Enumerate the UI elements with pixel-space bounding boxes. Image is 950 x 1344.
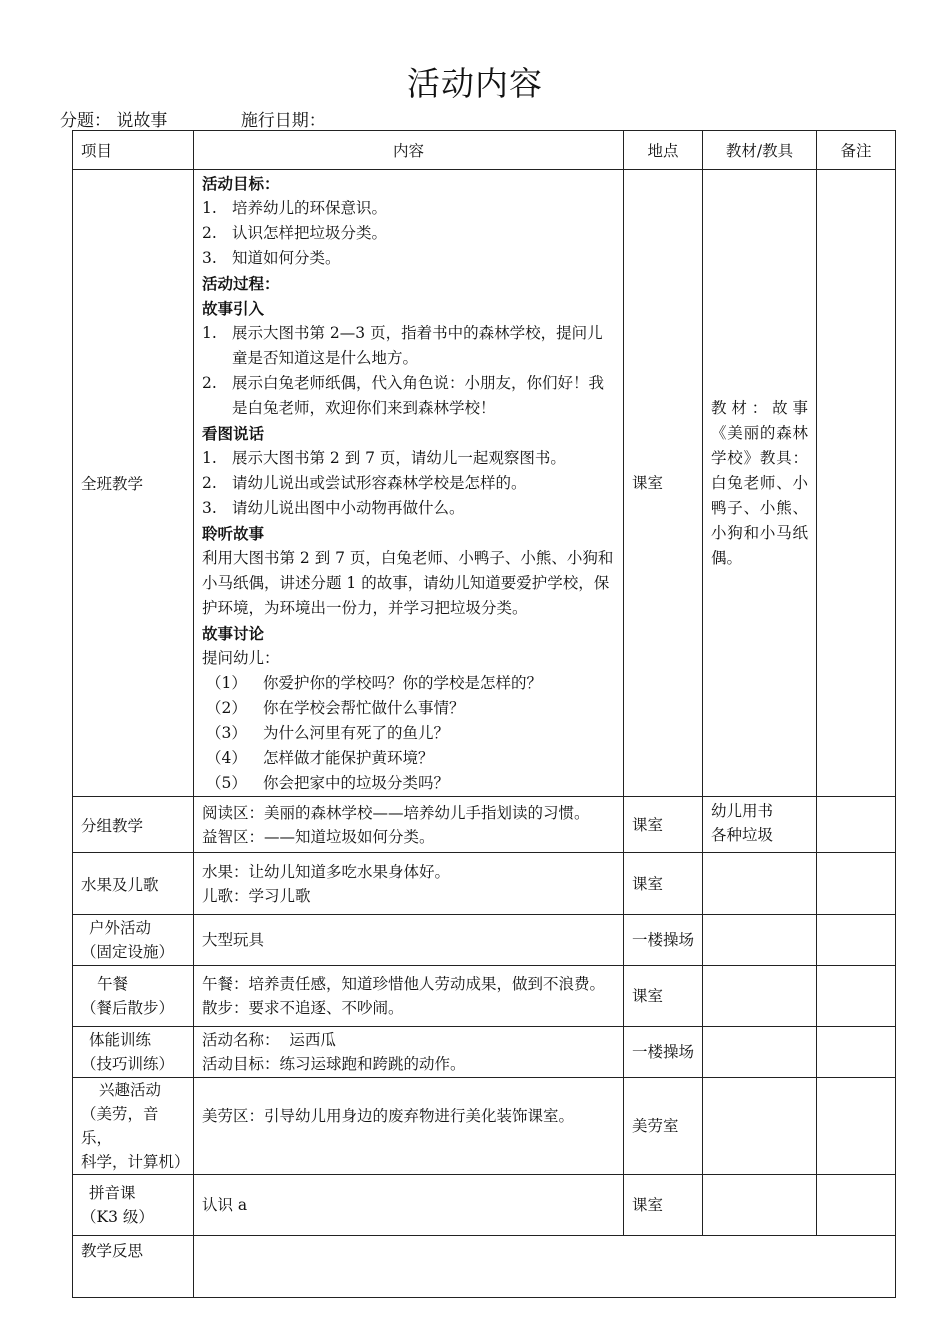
content-whole-class [194, 170, 624, 797]
subject-label: 分题： [60, 111, 111, 131]
materials-lunch [703, 966, 817, 1027]
row-interest [73, 1078, 896, 1175]
discuss-lead: 提问幼儿： [202, 649, 280, 667]
materials-fitness [703, 1027, 817, 1078]
row-outdoor [73, 915, 896, 966]
item-reflection: 教学反思 [73, 1236, 194, 1298]
notes-fruit [817, 853, 896, 915]
item-group: 分组教学 [73, 797, 194, 853]
row-whole-class [73, 170, 896, 797]
item-whole-class: 全班教学 [73, 170, 194, 797]
materials-interest [703, 1078, 817, 1175]
materials-group [703, 797, 817, 853]
content-fruit [194, 853, 624, 915]
item-fitness: 体能训练 （技巧训练） [73, 1027, 194, 1078]
content-outdoor: 大型玩具 [194, 915, 624, 966]
place-group: 课室 [624, 797, 703, 853]
fruit-line-2: 儿歌：学习儿歌 [202, 886, 311, 905]
notes-lunch [817, 966, 896, 1027]
materials-line-2: 各种垃圾 [711, 826, 774, 844]
header-row [73, 131, 896, 170]
notes-group [817, 797, 896, 853]
date-label: 施行日期： [240, 111, 326, 131]
header-meta [60, 106, 326, 131]
lunch-line-2: 散步：要求不追逐、不吵闹。 [202, 999, 404, 1017]
materials-pinyin [703, 1175, 817, 1236]
materials-whole-class: 教材：故事《美丽的森林学校》教具：白兔老师、小鸭子、小熊、小狗和小马纸偶。 [703, 170, 817, 797]
item-pinyin: 拼音课 （K3 级） [73, 1175, 194, 1236]
materials-fruit [703, 853, 817, 915]
list-item: 3. 知道如何分类。 [202, 249, 341, 267]
header-place: 地点 [624, 131, 703, 170]
item-outdoor: 户外活动 （固定设施） [73, 915, 194, 966]
lunch-line-1: 午餐：培养责任感，知道珍惜他人劳动成果，做到不浪费。 [202, 975, 606, 993]
notes-whole-class [817, 170, 896, 797]
place-outdoor: 一楼操场 [624, 915, 703, 966]
content-group [194, 797, 624, 853]
item-fruit: 水果及儿歌 [73, 853, 194, 915]
list-item: （5） 你会把家中的垃圾分类吗？ [206, 774, 450, 792]
discuss-title: 故事讨论 [202, 624, 265, 643]
list-item: 2. 展示白兔老师纸偶，代入角色说：小朋友，你们好！我是白兔老师，欢迎你们来到森林学校！ [202, 374, 605, 417]
place-pinyin: 课室 [624, 1175, 703, 1236]
header-notes: 备注 [817, 131, 896, 170]
list-item: 1. 培养幼儿的环保意识。 [202, 199, 388, 217]
row-reflection [73, 1236, 896, 1298]
place-lunch: 课室 [624, 966, 703, 1027]
item-interest: 兴趣活动 （美劳，音乐， 科学，计算机） [73, 1078, 194, 1175]
look-title: 看图说话 [202, 424, 265, 443]
row-fruit [73, 853, 896, 915]
header-materials: 教材/教具 [703, 131, 817, 170]
place-fitness: 一楼操场 [624, 1027, 703, 1078]
notes-interest [817, 1078, 896, 1175]
process-title: 活动过程： [202, 274, 280, 293]
subject-value: 说故事 [116, 111, 168, 131]
row-lunch [73, 966, 896, 1027]
list-item: （4） 怎样做才能保护黄环境？ [206, 749, 434, 767]
header-item: 项目 [73, 131, 194, 170]
list-item: 1. 展示大图书第 2—3 页，指着书中的森林学校，提问儿童是否知道这是什么地方。 [202, 324, 603, 367]
row-pinyin [73, 1175, 896, 1236]
content-pinyin: 认识 a [194, 1175, 624, 1236]
notes-outdoor [817, 915, 896, 966]
notes-fitness [817, 1027, 896, 1078]
list-item: 2. 认识怎样把垃圾分类。 [202, 224, 388, 242]
place-interest: 美劳室 [624, 1078, 703, 1175]
header-content: 内容 [194, 131, 624, 170]
list-item: （1） 你爱护你的学校吗？你的学校是怎样的？ [206, 674, 543, 692]
list-item: 3. 请幼儿说出图中小动物再做什么。 [202, 499, 465, 517]
row-group [73, 797, 896, 853]
materials-outdoor [703, 915, 817, 966]
page-title: 活动内容 [407, 64, 543, 103]
list-item: （3） 为什么河里有死了的鱼儿？ [206, 724, 450, 742]
content-reflection [194, 1236, 896, 1298]
fitness-line-1: 活动名称： 运西瓜 [202, 1031, 336, 1049]
notes-pinyin [817, 1175, 896, 1236]
group-line-2: 益智区：——知道垃圾如何分类。 [202, 827, 435, 846]
list-item: 2. 请幼儿说出或尝试形容森林学校是怎样的。 [202, 474, 527, 492]
list-item: （2） 你在学校会帮忙做什么事情？ [206, 699, 465, 717]
row-fitness [73, 1027, 896, 1078]
list-item: 1. 展示大图书第 2 到 7 页，请幼儿一起观察图书。 [202, 449, 566, 467]
fitness-line-2: 活动目标：练习运球跑和跨跳的动作。 [202, 1055, 466, 1073]
place-fruit: 课室 [624, 853, 703, 915]
place-whole-class: 课室 [624, 170, 703, 797]
goal-title: 活动目标： [202, 174, 280, 193]
content-fitness [194, 1027, 624, 1078]
content-lunch [194, 966, 624, 1027]
group-line-1: 阅读区：美丽的森林学校——培养幼儿手指划读的习惯。 [202, 803, 590, 822]
intro-title: 故事引入 [202, 299, 265, 318]
fruit-line-1: 水果：让幼儿知道多吃水果身体好。 [202, 862, 451, 881]
activity-table [72, 130, 896, 1298]
listen-text: 利用大图书第 2 到 7 页，白兔老师、小鸭子、小熊、小狗和小马纸偶，讲述分题 1 的故事，请幼儿知道要爱护学校，保护环境，为环境出一份力，并学习把垃圾分类。 [202, 549, 614, 617]
materials-line-1: 幼儿用书 [711, 802, 774, 820]
item-lunch: 午餐 （餐后散步） [73, 966, 194, 1027]
listen-title: 聆听故事 [202, 524, 265, 543]
content-interest: 美劳区：引导幼儿用身边的废弃物进行美化装饰课室。 [194, 1078, 624, 1175]
